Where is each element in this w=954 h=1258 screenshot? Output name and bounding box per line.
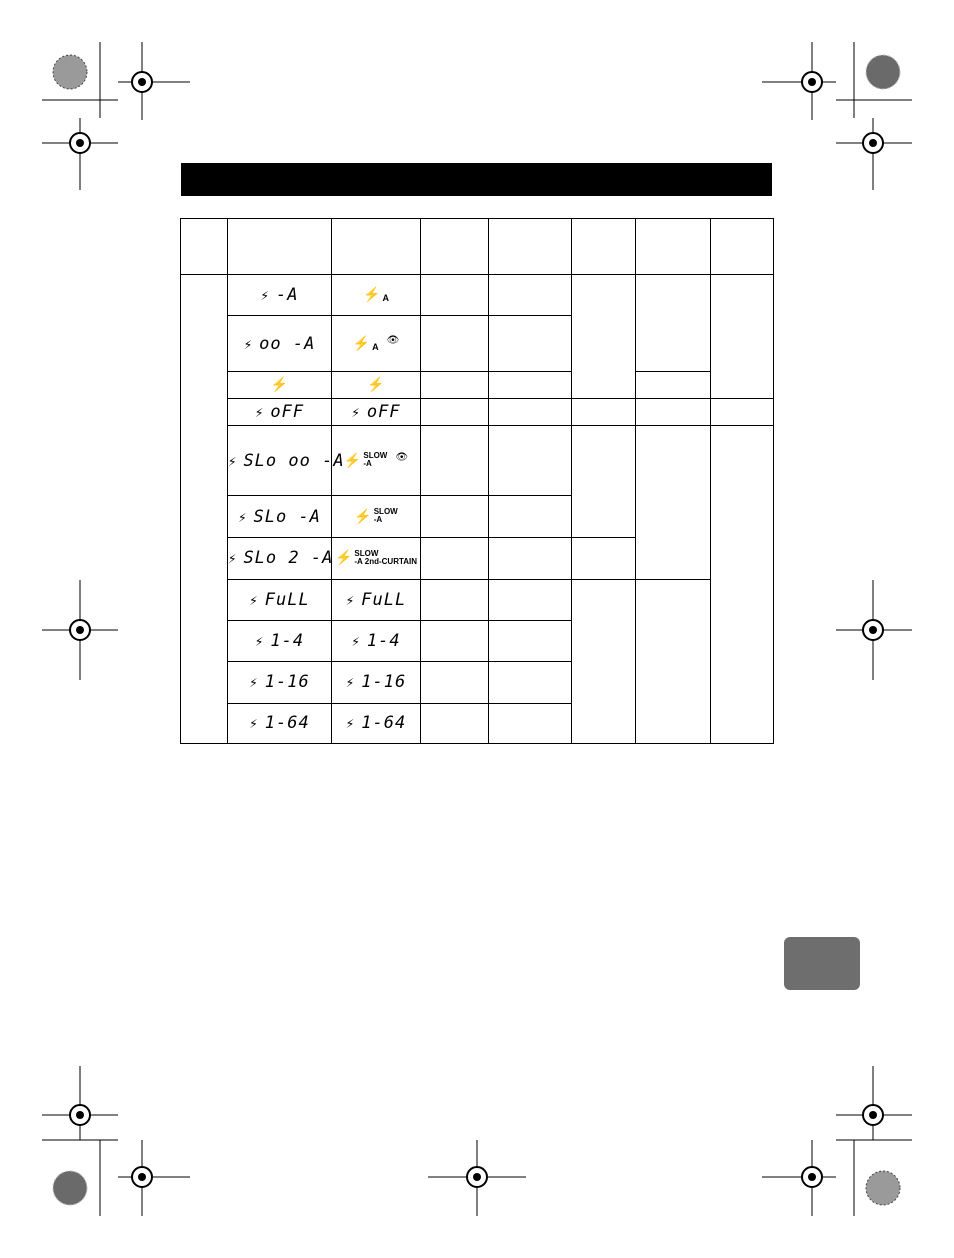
control-panel-cell: ⚡ A bbox=[332, 275, 421, 316]
table-cell bbox=[421, 426, 489, 496]
control-panel-cell: ⚡ SLOW -A 2nd-CURTAIN bbox=[332, 537, 421, 579]
table-row bbox=[181, 372, 774, 399]
flash-icon: ⚡ bbox=[345, 675, 356, 692]
control-panel-cell: ⚡ A 👁 bbox=[332, 316, 421, 372]
control-panel-cell: ⚡ 1-64 bbox=[332, 703, 421, 743]
eye-icon: 👁 bbox=[395, 451, 409, 463]
flash-icon: ⚡ bbox=[351, 405, 361, 422]
table-cell bbox=[572, 426, 636, 537]
flash-icon: ⚡ bbox=[270, 376, 289, 393]
flash-icon: ⚡ bbox=[354, 507, 372, 524]
table-cell bbox=[489, 316, 572, 372]
table-row bbox=[181, 426, 774, 496]
table-cell bbox=[421, 316, 489, 372]
lcd-display-cell: ⚡ 1-4 bbox=[228, 620, 332, 661]
table-cell bbox=[711, 275, 774, 399]
table-cell bbox=[711, 426, 774, 744]
header-cell bbox=[636, 219, 711, 275]
table-cell bbox=[489, 426, 572, 496]
lcd-display-cell: ⚡ FuLL bbox=[228, 579, 332, 620]
table-cell bbox=[636, 372, 711, 399]
eye-icon: 👁 bbox=[386, 334, 400, 346]
flash-icon: ⚡ bbox=[345, 716, 356, 733]
flash-icon: ⚡ bbox=[238, 509, 248, 526]
table-cell bbox=[489, 372, 572, 399]
table-cell bbox=[421, 372, 489, 399]
header-cell bbox=[228, 219, 332, 275]
control-panel-cell: ⚡ 1-4 bbox=[332, 620, 421, 661]
table-cell bbox=[572, 399, 636, 426]
table-row bbox=[181, 399, 774, 426]
header-cell bbox=[332, 219, 421, 275]
control-panel-cell: ⚡ 1-16 bbox=[332, 661, 421, 703]
table-cell bbox=[421, 496, 489, 537]
lcd-display-cell: ⚡ -A bbox=[228, 275, 332, 316]
table-cell bbox=[421, 661, 489, 703]
flash-icon: ⚡ bbox=[352, 334, 371, 351]
table-cell bbox=[711, 399, 774, 426]
table-cell bbox=[636, 275, 711, 372]
flash-icon: ⚡ bbox=[228, 453, 238, 470]
table-cell bbox=[489, 661, 572, 703]
table-cell bbox=[421, 399, 489, 426]
flash-icon: ⚡ bbox=[249, 716, 259, 733]
control-panel-cell: ⚡ oFF bbox=[332, 399, 421, 426]
control-panel-cell bbox=[332, 372, 421, 399]
table-cell bbox=[421, 275, 489, 316]
flash-icon: ⚡ bbox=[249, 675, 259, 692]
flash-icon: ⚡ bbox=[260, 288, 270, 305]
lcd-display-cell: ⚡ SLo 2 -A bbox=[228, 537, 332, 579]
table-cell bbox=[636, 579, 711, 743]
table-cell bbox=[421, 579, 489, 620]
table-cell bbox=[636, 399, 711, 426]
lcd-display-cell: ⚡ oo -A bbox=[228, 316, 332, 372]
header-cell bbox=[711, 219, 774, 275]
flash-icon: ⚡ bbox=[345, 592, 356, 609]
table-cell bbox=[572, 275, 636, 399]
lcd-display-cell: ⚡ 1-16 bbox=[228, 661, 332, 703]
table-cell bbox=[489, 620, 572, 661]
flash-icon: ⚡ bbox=[243, 336, 254, 353]
table-cell bbox=[572, 579, 636, 743]
header-cell bbox=[489, 219, 572, 275]
header-cell bbox=[181, 219, 228, 275]
table-cell bbox=[489, 399, 572, 426]
table-cell bbox=[489, 275, 572, 316]
lcd-display-cell bbox=[228, 372, 332, 399]
header-cell bbox=[572, 219, 636, 275]
header-cell bbox=[421, 219, 489, 275]
table-row bbox=[181, 579, 774, 620]
flash-icon: ⚡ bbox=[334, 549, 353, 566]
table-header-row bbox=[181, 219, 774, 275]
flash-icon: ⚡ bbox=[343, 451, 362, 468]
flash-mode-table bbox=[180, 218, 774, 744]
mode-group-cell bbox=[181, 275, 228, 744]
table-cell bbox=[489, 579, 572, 620]
lcd-display-cell: ⚡ SLo oo -A bbox=[228, 426, 332, 496]
table-cell bbox=[489, 496, 572, 537]
flash-icon: ⚡ bbox=[351, 633, 361, 650]
control-panel-cell: ⚡ SLOW -A bbox=[332, 496, 421, 537]
lcd-display-cell: ⚡ SLo -A bbox=[228, 496, 332, 537]
lcd-display-cell: ⚡ oFF bbox=[228, 399, 332, 426]
flash-icon: ⚡ bbox=[249, 592, 259, 609]
flash-icon: ⚡ bbox=[254, 633, 265, 650]
table-cell bbox=[489, 703, 572, 743]
chapter-tab-marker bbox=[784, 937, 860, 990]
control-panel-cell: ⚡ SLOW -A 👁 bbox=[332, 426, 421, 496]
control-panel-cell: ⚡ FuLL bbox=[332, 579, 421, 620]
table-cell bbox=[421, 537, 489, 579]
table-cell bbox=[489, 537, 572, 579]
lcd-display-cell: ⚡ 1-64 bbox=[228, 703, 332, 743]
table-cell bbox=[421, 620, 489, 661]
flash-icon: ⚡ bbox=[363, 286, 381, 303]
table-cell bbox=[636, 426, 711, 579]
section-title-bar bbox=[181, 163, 772, 196]
flash-icon: ⚡ bbox=[228, 551, 238, 568]
table-cell bbox=[421, 703, 489, 743]
table-row bbox=[181, 275, 774, 316]
table-cell bbox=[572, 537, 636, 579]
flash-icon: ⚡ bbox=[254, 405, 265, 422]
flash-icon: ⚡ bbox=[367, 376, 385, 393]
